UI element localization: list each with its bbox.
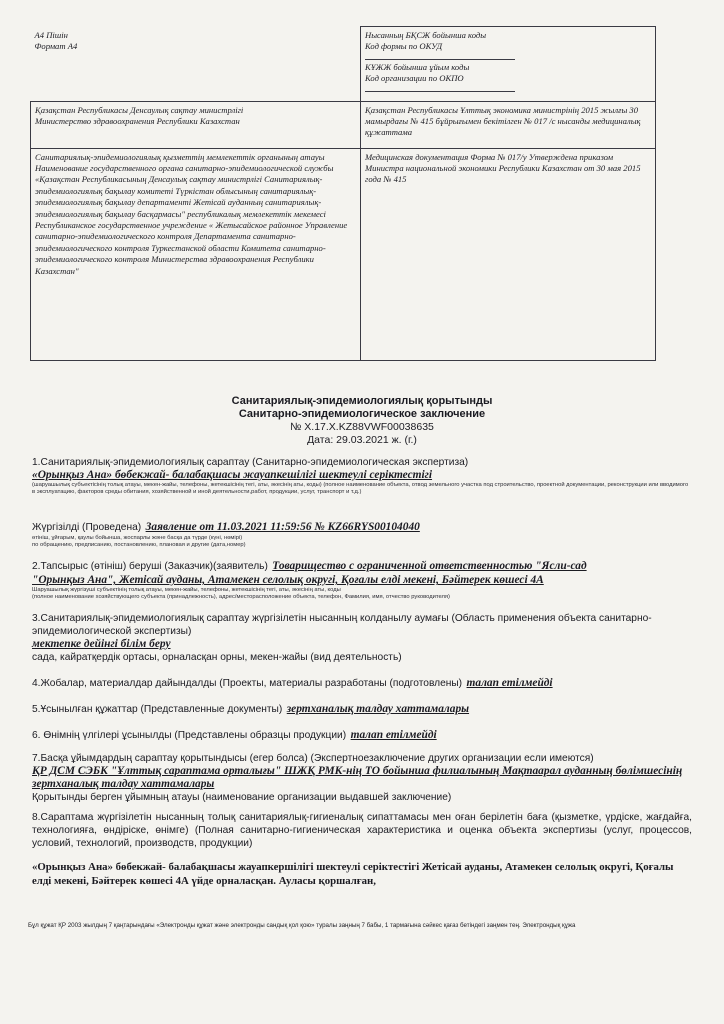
section-2-hint-ru: (полное наименование хозяйствующего субъекта (принадлежность), адрес/месторасположение объекта, телефон, Фамилия, имя, отчество руководителя) xyxy=(32,594,450,600)
section-1-hint: (шаруашылық субъектісінің толық атауы, мекен-жайы, телефоны, жетекшісінің тегі, аты, әкесінің аты, коды) (полное наименование объекта, отвод земельного участка под строительство, проектной документации, реконструкции или вводимого в эксплуатацию, факторов среды обитания, хозяйственной и иной деятельности,работ, продукции, услуг, транспорт и т.д.) xyxy=(32,482,689,495)
conducted-label: Жүргізілді (Проведена) xyxy=(32,522,142,533)
authority-cell xyxy=(31,148,361,360)
format-kz: А4 Пішін xyxy=(34,29,68,40)
order-kz-cell xyxy=(361,101,656,148)
section-5-value: зертханалық талдау хаттамалары xyxy=(286,703,470,715)
okud-kz: Нысанның БҚСЖ бойынша коды xyxy=(365,30,487,40)
okpo-kz: КҰЖЖ бойынша ұйым коды xyxy=(365,61,470,72)
form-codes-cell xyxy=(361,27,656,102)
ministry-ru: Министерство здравоохранения Республики Казахстан xyxy=(35,115,240,126)
conclusion-date: Дата: 29.03.2021 ж. (г.) xyxy=(307,434,417,446)
section-3-label: 3.Санитариялық-эпидемиологиялық сараптау жүргізілетін нысанның колданылу аумағы (Область применения объекта санитарно-эпидемиологической экспертизы) xyxy=(32,613,652,637)
okpo-ru: Код организации по ОКПО xyxy=(365,73,464,84)
section-2-label: 2.Тапсырыс (өтініш) беруші (Заказчик)(заявитель) xyxy=(32,561,268,572)
section-6-value: талап етілмейді xyxy=(350,729,437,741)
section-1-value: «Орынқыз Ана» бөбекжай- балабақшасы жауапкешілігі шектеулі серіктестігі xyxy=(32,469,433,481)
section-8-label: 8.Сараптама жүргізілетін нысанның толық санитариялық-гигиеналық сипаттамасы мен оған берілетін баға (қызметке, үрдіске, жағдайға, технологияға, өндіріске, өнімге) (Полная санитарно-гигиеническая характеристика и оценка объекта экспертизы (услуг, процессов, условий, технологий, производств, продукции) xyxy=(32,812,692,849)
section-7-tail: Қорытынды берген ұйымның атауы (наименование организации выдавшей заключение) xyxy=(32,792,452,803)
section-8 xyxy=(32,811,692,850)
section-4-label: 4.Жобалар, материалдар дайындалды (Проекты, материалы разработаны (подготовлены) xyxy=(32,678,463,689)
section-1 xyxy=(32,456,692,496)
section-2-value-2: "Орынқыз Ана", Жетісай ауданы, Атамекен селолық округі, Қоғалы елді мекені, Бәйтерек көшесі 4А xyxy=(32,574,544,586)
section-5 xyxy=(32,699,692,717)
section-3 xyxy=(32,612,692,664)
section-2-hint-kz: Шаруашылық жүргізуші субъектінің толық атауы, мекен-жайы, телефоны, жетекшісінің тегі, аты, әкесінің аты, коды xyxy=(32,587,341,593)
okud-rule xyxy=(365,53,515,60)
okpo-rule xyxy=(365,85,515,92)
section-2-value-1: Товарищество с ограниченной ответственностью "Ясли-сад xyxy=(272,560,587,572)
conclusion-number: № X.17.X.KZ88VWF00038635 xyxy=(290,421,434,433)
section-conducted xyxy=(32,517,692,549)
section-7-value: ҚР ДСМ СЭБК "Ұлттық сараптама орталығы" ШЖҚ РМК-нің ТО бойынша филиалының Мақтаарал ауданның бөлімшесінің зертханалық талдау хаттамалары xyxy=(32,765,683,790)
section-8-body xyxy=(32,860,692,888)
section-7-label: 7.Басқа ұйымдардың сараптау қорытындысы (егер болса) (Экспертноезаключение других организации если имеются) xyxy=(32,753,594,764)
section-6 xyxy=(32,725,692,743)
ministry-cell xyxy=(31,101,361,148)
section-7 xyxy=(32,752,692,804)
section-4-value: талап етілмейді xyxy=(466,677,553,689)
conducted-value: Заявление от 11.03.2021 11:59:56 № KZ66RYS00104040 xyxy=(145,521,420,533)
section-2 xyxy=(32,556,692,601)
section-3-value: мектепке дейінгі білім беру xyxy=(32,638,171,650)
section-6-label: 6. Өнімнің үлгілері ұсынылды (Представлены образцы продукции) xyxy=(32,730,347,741)
section-4 xyxy=(32,673,692,691)
section-8-value: «Орынқыз Ана» бөбекжай- балабақшасы жауапкершілігі шектеулі серіктестігі Жетісай ауданы, Атамекен селолық округі, Қоғалы елді мекені, Бәйтерек көшесі 4А үйде орналасқан. Ауласы қоршалған, xyxy=(32,861,674,887)
title-kz: Санитариялық-эпидемиологиялық қорытынды xyxy=(231,395,493,407)
conducted-hint-ru: по обращению, предписанию, постановлению, плановая и другие (дата,номер) xyxy=(32,542,246,548)
conducted-hint-kz: өтініш, ұйғарым, қаулы бойынша, жоспарлы және басқа да түрде (күні, нөмірі) xyxy=(32,535,243,541)
section-1-label: 1.Санитариялық-эпидемиологиялық сараптау (Санитарно-эпидемиологическая экспертиза) xyxy=(32,457,469,468)
ministry-kz: Қазақстан Республикасы Денсаулық сақтау министрлігі xyxy=(35,104,244,115)
authority-name: Санитариялық-эпидемиологиялық қызметтің мемлекеттік органының атауы Наименование государственного органа санитарно-эпидемиологической службы «Қазақстан Республикасының Денсаулық сақтау министрлігі Санитариялық-эпидемиологиялық бақылау комитеті Түркістан облысының санитариялық-эпидемиологиялық бақылау департаменті Жетісай ауданның санитариялық-эпидемиологиялық бақылау басқармасы" республикалық мемлекеттік мекемесі Республиканское государственное учреждение « Жетысайское районное Управление санитарно-эпидемиологического контроля Департамента санитарно-эпидемиологического контроля Туркестанской области Комитета санитарно-эпидемиологического контроля Министерства здравоохранения Республики Казахстан" xyxy=(35,151,348,276)
order-ru-cell xyxy=(361,148,656,360)
legal-footer: Бұл құжат ҚР 2003 жылдың 7 қаңтарындағы «Электронды құжат және электронды сандық қол қою» туралы заңның 7 бабы, 1 тармағына сәйкес қағаз бетіндегі заңмен тең. Электрондық құжа xyxy=(28,922,576,929)
section-5-label: 5.Ұсынылған құжаттар (Представленные документы) xyxy=(32,704,283,715)
order-kz: Қазақстан Республикасы Ұлттық экономика министрінің 2015 жылғы 30 мамырдағы № 415 бұйрығымен бекітілген № 017 /с нысанды медициналық құжаттама xyxy=(365,104,641,138)
okud-ru: Код формы по ОКУД xyxy=(365,41,443,52)
form-format-cell xyxy=(31,27,361,102)
section-3-hint: сада, кайратқердік ортасы, орналасқан орны, мекен-жайы (вид деятельность) xyxy=(32,652,402,663)
header-table xyxy=(30,26,656,361)
format-ru: Формат А4 xyxy=(34,40,78,51)
order-ru: Медицинская документация Форма № 017/у Утверждена приказом Министра национальной экономики Республики Казахстан от 30 мая 2015 года № 415 xyxy=(365,151,641,185)
title-ru: Санитарно-эпидемиологическое заключение xyxy=(238,408,486,420)
